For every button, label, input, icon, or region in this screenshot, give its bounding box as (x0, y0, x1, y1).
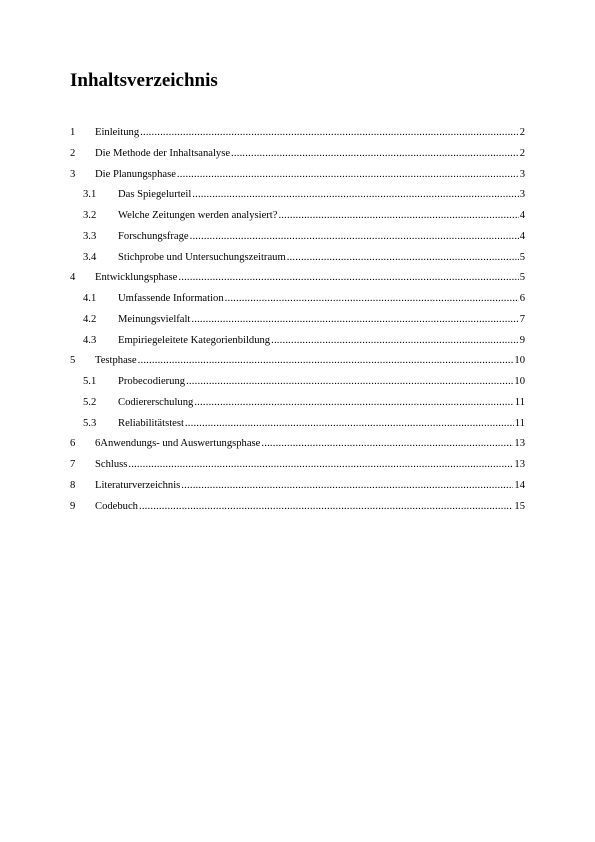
toc-entry-page: 7 (519, 313, 525, 325)
toc-entry-number: 6 (70, 438, 76, 450)
toc-dot-leader (261, 437, 513, 450)
toc-entry-number: 3.4 (83, 251, 97, 263)
toc-entry-label: Testphase (95, 355, 137, 367)
toc-entry[interactable] (70, 147, 525, 168)
toc-entry-label: Umfassende Information (118, 293, 224, 304)
toc-entry-number: 9 (70, 500, 76, 512)
toc-entry-number: 5.2 (83, 396, 97, 408)
toc-entry[interactable] (70, 292, 525, 313)
toc-entry-page: 13 (514, 459, 525, 470)
toc-dot-leader (190, 230, 519, 243)
toc-entry[interactable] (70, 209, 525, 230)
toc-dot-leader (138, 354, 514, 367)
toc-dot-leader (192, 188, 518, 201)
toc-entry-page: 2 (519, 127, 525, 138)
toc-entry-number: 4.1 (83, 293, 97, 304)
toc-dot-leader (177, 168, 519, 181)
toc-entry-label: Einleitung (95, 127, 140, 138)
toc-entry-number: 7 (70, 459, 76, 470)
toc-entry-page: 4 (519, 210, 525, 221)
toc-entry-number: 4.2 (83, 313, 97, 325)
toc-dot-leader (178, 271, 518, 284)
toc-entry-label: Literaturverzeichnis (95, 479, 181, 491)
toc-entry-number: 5.3 (83, 417, 97, 429)
toc-entry-label: Die Planungsphase (95, 168, 176, 180)
toc-entry-label: Forschungsfrage (118, 230, 189, 242)
toc-entry-label: Das Spiegelurteil (118, 189, 192, 201)
toc-entry-number: 2 (70, 147, 76, 159)
toc-dot-leader (181, 479, 513, 492)
toc-entry-label: Meinungsvielfalt (118, 313, 191, 325)
toc-entry-label: 6Anwendungs- und Auswertungsphase (95, 438, 261, 450)
toc-entry[interactable] (70, 354, 525, 375)
toc-entry-label: Reliabilitätstest (118, 417, 184, 429)
toc-entry-label: Codebuch (95, 500, 138, 512)
toc-list (70, 126, 525, 520)
toc-entry-number: 5 (70, 355, 76, 367)
toc-entry-page: 10 (514, 355, 525, 367)
toc-entry[interactable] (70, 375, 525, 396)
toc-entry-page: 14 (514, 479, 525, 491)
toc-entry-number: 5.1 (83, 376, 97, 387)
toc-dot-leader (271, 334, 519, 347)
toc-entry-number: 4 (70, 272, 76, 284)
toc-entry[interactable] (70, 271, 525, 292)
toc-dot-leader (191, 313, 518, 326)
toc-entry-page: 13 (514, 438, 525, 450)
toc-entry-label: Codiererschulung (118, 396, 194, 408)
toc-dot-leader (194, 396, 513, 409)
toc-entry-number: 3.3 (83, 230, 97, 242)
toc-dot-leader (185, 417, 514, 430)
toc-entry[interactable] (70, 313, 525, 334)
toc-dot-leader (139, 500, 513, 513)
toc-entry-number: 4.3 (83, 334, 97, 346)
toc-entry[interactable] (70, 500, 525, 521)
page-title: Inhaltsverzeichnis (70, 70, 218, 91)
toc-entry[interactable] (70, 230, 525, 251)
toc-entry[interactable] (70, 168, 525, 189)
toc-entry[interactable] (70, 251, 525, 272)
toc-entry-label: Entwicklungsphase (95, 272, 178, 284)
toc-entry-page: 10 (514, 376, 525, 387)
toc-entry-page: 3 (519, 189, 525, 201)
toc-dot-leader (140, 126, 519, 139)
toc-entry-page: 11 (514, 417, 525, 429)
toc-entry-label: Die Methode der Inhaltsanalyse (95, 147, 231, 159)
toc-entry[interactable] (70, 334, 525, 355)
toc-entry-page: 4 (519, 230, 525, 242)
toc-entry[interactable] (70, 479, 525, 500)
toc-dot-leader (287, 251, 519, 264)
toc-entry-number: 3 (70, 168, 76, 180)
toc-entry-number: 3.2 (83, 210, 97, 221)
toc-dot-leader (278, 209, 518, 222)
toc-entry-number: 8 (70, 479, 76, 491)
toc-entry-label: Schluss (95, 459, 128, 470)
toc-entry[interactable] (70, 188, 525, 209)
toc-entry-page: 5 (519, 272, 525, 284)
toc-entry-page: 15 (514, 500, 525, 512)
toc-entry-page: 3 (519, 168, 525, 180)
toc-entry-page: 6 (519, 293, 525, 304)
toc-entry-page: 11 (514, 396, 525, 408)
toc-dot-leader (231, 147, 519, 160)
toc-entry-page: 2 (519, 147, 525, 159)
toc-dot-leader (128, 458, 513, 471)
toc-entry[interactable] (70, 458, 525, 479)
toc-entry-page: 9 (519, 334, 525, 346)
toc-dot-leader (186, 375, 513, 388)
toc-entry-number: 3.1 (83, 189, 97, 201)
toc-entry-label: Probecodierung (118, 376, 186, 387)
toc-entry-label: Empiriegeleitete Kategorienbildung (118, 334, 271, 346)
toc-entry-number: 1 (70, 127, 76, 138)
toc-entry-page: 5 (519, 251, 525, 263)
toc-dot-leader (225, 292, 519, 305)
toc-entry[interactable] (70, 126, 525, 147)
toc-entry[interactable] (70, 396, 525, 417)
toc-entry-label: Stichprobe und Untersuchungszeitraum (118, 251, 286, 263)
toc-entry[interactable] (70, 437, 525, 458)
toc-entry-label: Welche Zeitungen werden analysiert? (118, 210, 278, 221)
toc-entry[interactable] (70, 417, 525, 438)
